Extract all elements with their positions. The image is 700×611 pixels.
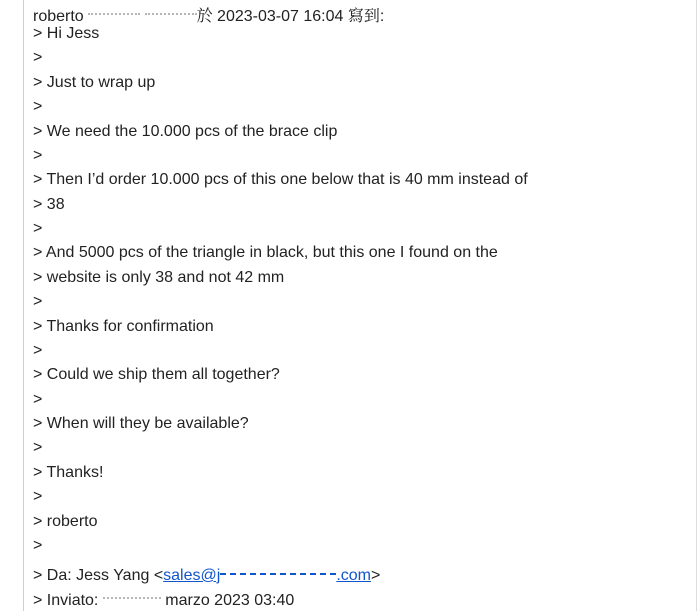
sent-date: marzo 2023 03:40 [160,592,295,609]
quoted-line: > Thanks for confirmation [33,318,214,335]
quoted-line: > [33,439,43,456]
sender-email-link[interactable]: sales@j .com [163,567,371,584]
quoted-line: > roberto [33,513,98,530]
redacted-sender-surname [145,1,197,21]
quoted-line: > [33,293,43,310]
quoted-line: > [33,98,43,115]
sent-prefix: > Inviato: [33,592,103,609]
quoted-line: > [33,391,43,408]
quoted-sent-line [33,585,294,611]
quoted-line: > Could we ship them all together? [33,366,280,383]
quoted-line: > Then I’d order 10.000 pcs of this one below that is 40 mm instead of [33,171,528,188]
redacted-sender-name [88,1,140,21]
scrollbar-edge [696,0,697,611]
quoted-line: > [33,147,43,164]
quoted-line: > [33,220,43,237]
quoted-line: > [33,537,43,554]
quoted-line: > Just to wrap up [33,74,156,91]
quoted-line: > [33,342,43,359]
quoted-from-line [33,560,380,586]
redacted-weekday [103,585,161,605]
quoted-line: > website is only 38 and not 42 mm [33,269,285,286]
redacted-email-domain [220,560,336,580]
quoted-line: > Hi Jess [33,25,100,42]
from-prefix: > Da: Jess Yang < [33,567,164,584]
quoted-line: > [33,488,43,505]
sender-first-name: roberto [33,8,84,25]
quote-border [23,0,24,611]
from-suffix: > [370,567,381,584]
quoted-line: > And 5000 pcs of the triangle in black, but this one I found on the [33,244,498,261]
quoted-line: > 38 [33,196,65,213]
reply-date: 於 2023-03-07 16:04 寫到: [196,8,385,25]
quoted-line: > We need the 10.000 pcs of the brace clip [33,123,338,140]
quoted-line: > [33,49,43,66]
quoted-line: > When will they be available? [33,415,249,432]
quoted-line: > Thanks! [33,464,104,481]
